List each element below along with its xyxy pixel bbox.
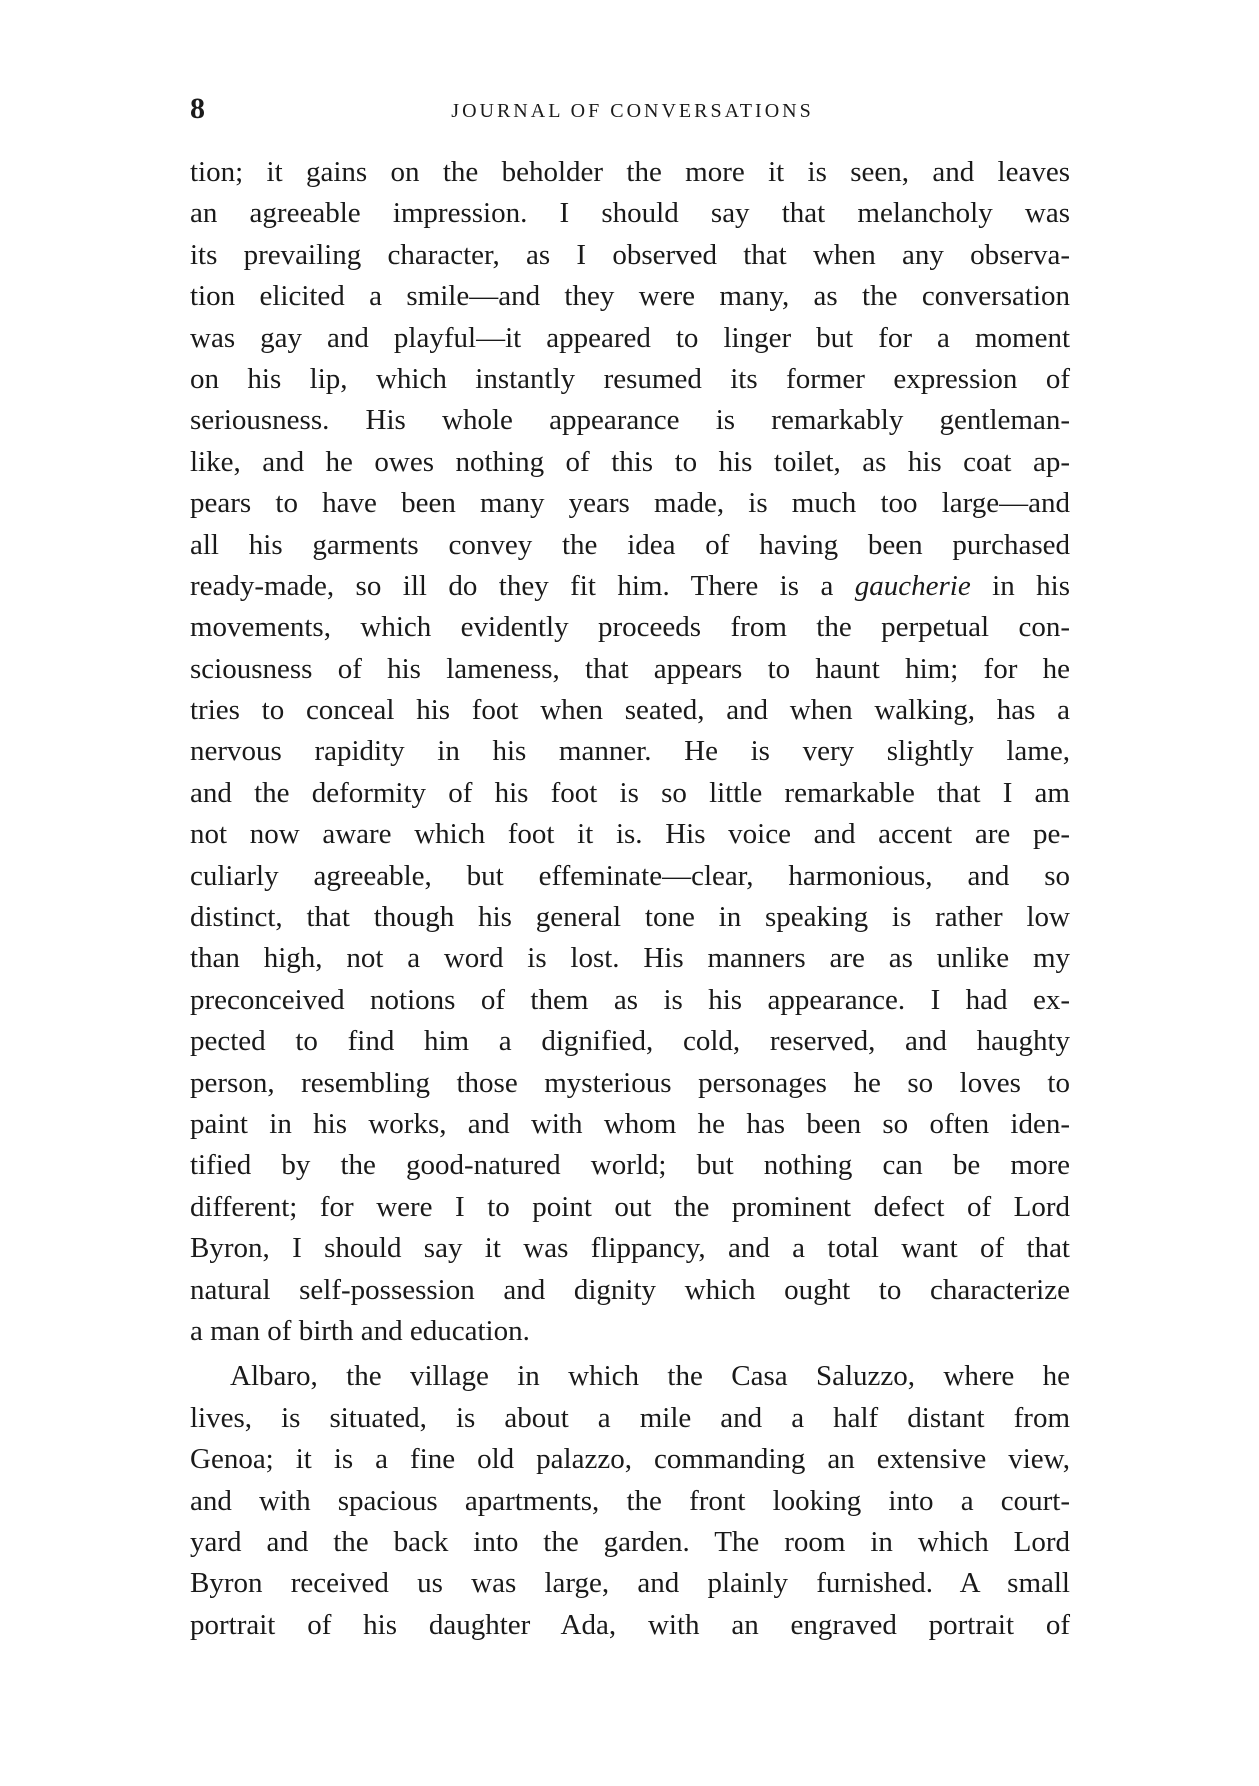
text-line: like, and he owes nothing of this to his toilet, as his coat ap- [190,445,1070,478]
text-line: person, resembling those mysterious personages he so loves to [190,1066,1070,1099]
text-line: Albaro, the village in which the Casa Saluzzo, where he [230,1360,1070,1393]
text-line: movements, which evidently proceeds from the perpetual con- [190,611,1070,644]
text-line: tion elicited a smile—and they were many, as the conversation [190,280,1070,313]
text-line: tion; it gains on the beholder the more it is seen, and leaves [190,156,1070,188]
text-line: Byron received us was large, and plainly furnished. A small [190,1567,1070,1600]
text-fragment: in his [970,569,1070,602]
text-line: seriousness. His whole appearance is remarkably gentleman- [190,404,1070,437]
text-line: its prevailing character, as I observed that when any observa- [190,238,1070,271]
text-line: sciousness of his lameness, that appears to haunt him; for he [190,652,1070,685]
text-line: was gay and playful—it appeared to linger but for a moment [190,321,1070,354]
italic-word: gaucherie [854,569,971,602]
text-line: Byron, I should say it was flippancy, and a total want of that [190,1232,1070,1265]
text-line: different; for were I to point out the prominent defect of Lord [190,1190,1070,1223]
text-line: paint in his works, and with whom he has been so often iden- [190,1107,1070,1140]
text-line: tries to conceal his foot when seated, and when walking, has a [190,694,1070,727]
text-line: not now aware which foot it is. His voice and accent are pe- [190,818,1070,851]
page-number: 8 [190,92,205,125]
text-line: tified by the good-natured world; but nothing can be more [190,1149,1070,1182]
text-line: portrait of his daughter Ada, with an engraved portrait of [190,1608,1070,1641]
text-line: culiarly agreeable, but effeminate—clear, harmonious, and so [190,859,1070,892]
text-line: preconceived notions of them as is his appearance. I had ex- [190,983,1070,1016]
text-line: a man of birth and education. [190,1314,530,1347]
text-line: than high, not a word is lost. His manners are as unlike my [190,942,1070,975]
text-fragment: ready-made, so ill do they fit him. There is a [190,569,855,602]
text-line: and with spacious apartments, the front looking into a court- [190,1484,1070,1517]
text-line: pears to have been many years made, is much too large—and [190,487,1070,520]
text-line: an agreeable impression. I should say that melancholy was [190,197,1070,230]
text-line: pected to find him a dignified, cold, reserved, and haughty [190,1025,1070,1058]
running-title: JOURNAL OF CONVERSATIONS [451,100,814,122]
text-line: and the deformity of his foot is so little remarkable that I am [190,776,1070,809]
running-head [190,92,1075,132]
text-line: on his lip, which instantly resumed its former expression of [190,362,1070,395]
text-line: all his garments convey the idea of having been purchased [190,528,1070,561]
text-line: yard and the back into the garden. The room in which Lord [190,1525,1070,1558]
body-text [190,152,1070,1646]
text-line: Genoa; it is a fine old palazzo, commanding an extensive view, [190,1443,1070,1476]
text-line: lives, is situated, is about a mile and a half distant from [190,1401,1070,1434]
text-line: distinct, that though his general tone in speaking is rather low [190,901,1070,934]
text-line-with-italic [190,566,1070,607]
text-line: nervous rapidity in his manner. He is very slightly lame, [190,735,1070,768]
text-line: natural self-possession and dignity which ought to characterize [190,1273,1070,1306]
